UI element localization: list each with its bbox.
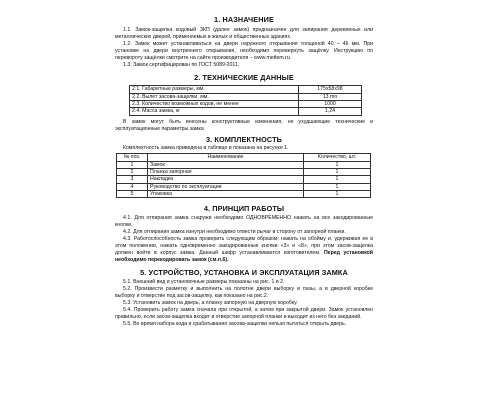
contents-table xyxy=(116,153,371,198)
cell-name: Накладка xyxy=(148,176,304,183)
cell-num: 4 xyxy=(117,183,148,190)
section-4-body xyxy=(115,215,373,263)
table-row xyxy=(117,168,371,175)
spec-value: 175х58х98 xyxy=(299,86,362,93)
col-header-qty: Количество, шт. xyxy=(304,154,371,161)
para-4-3-text: 4.3. Работоспособность замка проверить следующим образом: нажать на обойму и, удерживая ее в этом положении, нажать одновременно закодированные кнопки «3» и «8», при этом засов-защелка должен войти в корпус замка. Данный шифр устанавливается изготовителем. xyxy=(115,235,373,256)
para-1-1: 1.1. Замок-защелка кодовый ЗКП (далее замок) предназначен для запирания деревянных или металлических дверей, применяемых в жилых и общественных зданиях. xyxy=(115,27,373,40)
spec-label: 2.4. Масса замка, кг xyxy=(130,108,299,115)
cell-qty: 1 xyxy=(304,183,371,190)
cell-name: Планка запорная xyxy=(148,168,304,175)
para-4-3-bold: Перед установкой необходимо перекодировать замок (см.п.6). xyxy=(115,249,373,263)
para-4-2: 4.2. Для отпирания замка изнутри необходимо отвести рычаг в сторону от запорной планки. xyxy=(123,228,346,235)
para-5-2: 5.2. Произвести разметку и выполнить на полотне двери выборку и пазы, а в дверной коробке выборку и отверстие под засов-защелку, как показано на рис.2. xyxy=(115,286,373,300)
cell-num: 1 xyxy=(117,161,148,168)
table-row xyxy=(117,190,371,197)
spec-table xyxy=(129,85,362,115)
section-1-title: 1. НАЗНАЧЕНИЕ xyxy=(214,15,274,24)
spec-label: 2.1. Габаритные размеры, мм. xyxy=(130,86,299,93)
table-row xyxy=(130,86,362,93)
spec-value: 1000 xyxy=(299,101,362,108)
manual-page xyxy=(115,0,373,328)
cell-name: Руководство по эксплуатации xyxy=(148,183,304,190)
cell-num: 5 xyxy=(117,190,148,197)
spec-value: 1,24 xyxy=(299,108,362,115)
section-5-title: 5. УСТРОЙСТВО, УСТАНОВКА И ЭКСПЛУАТАЦИЯ ЗАМКА xyxy=(140,268,348,278)
table-row xyxy=(130,93,362,100)
section-1-body xyxy=(115,27,373,68)
para-4-1: 4.1. Для отпирания замка снаружи необходимо ОДНОВРЕМЕННО нажать на все закодированные кнопки. xyxy=(115,215,373,229)
spec-value: 13 mn xyxy=(299,93,362,100)
cell-name: Упаковка xyxy=(148,190,304,197)
table-row xyxy=(117,161,371,168)
table-row xyxy=(130,101,362,108)
cell-qty: 1 xyxy=(304,168,371,175)
section-4-title: 4. ПРИНЦИП РАБОТЫ xyxy=(203,204,285,214)
contents-intro: Комплектность замка приведена в таблице и показана на рисунке 1. xyxy=(123,145,289,152)
spec-label: 2.3. Количество возможных кодов, не менее xyxy=(130,101,299,108)
para-4-3 xyxy=(115,236,373,264)
table-row xyxy=(117,183,371,190)
table-row xyxy=(130,108,362,115)
cell-name: Замок xyxy=(148,161,304,168)
cell-qty: 1 xyxy=(304,176,371,183)
para-1-3: 1.3. Замок сертифицирован по ГОСТ 5089-2011. xyxy=(123,61,240,68)
section-2-title: 2. ТЕХНИЧЕСКИЕ ДАННЫЕ xyxy=(194,73,294,83)
table-header-row xyxy=(117,154,371,161)
cell-num: 3 xyxy=(117,176,148,183)
para-5-3: 5.3. Установить замок на дверь, а планку запорную на дверную коробку. xyxy=(123,300,298,307)
col-header-name: Наименование xyxy=(148,154,304,161)
para-1-2: 1.2. Замок может устанавливаться на двери наружного открывания толщиной 40 – 46 мм. При установке на двери внутреннего открывания, необходимо перевернуть защёлку. Инструкцию по перевороту защёлки смотрите на сайте производителя – www.mettem.ru. xyxy=(115,40,373,61)
para-5-4: 5.4. Проверить работу замка сначала при открытой, а затем при закрытой двери. Замок установлен правильно, если засов-защелка входит в отверстие запорной планки и выходит из него без заеданий. xyxy=(115,307,373,320)
para-5-5: 5.5. Во время набора кода и срабатывания засова-защелки нельзя пытаться открыть дверь. xyxy=(123,320,347,327)
para-5-1: 5.1. Внешний вид и установочные размеры показаны на рис. 1 и 2. xyxy=(123,279,285,286)
spec-note: В замок могут быть внесены конструктивные изменения, не ухудшающие технические и эксплуатационные параметры замка xyxy=(115,118,373,132)
section-5-body xyxy=(115,279,373,327)
table-row xyxy=(117,176,371,183)
section-3-title: 3. КОМПЛЕКТНОСТЬ xyxy=(206,135,282,145)
col-header-num: № поз. xyxy=(117,154,148,161)
spec-label: 2.2. Вылет засова-защелки, мм. xyxy=(130,93,299,100)
cell-qty: 1 xyxy=(304,161,371,168)
cell-num: 2 xyxy=(117,168,148,175)
cell-qty: 1 xyxy=(304,190,371,197)
